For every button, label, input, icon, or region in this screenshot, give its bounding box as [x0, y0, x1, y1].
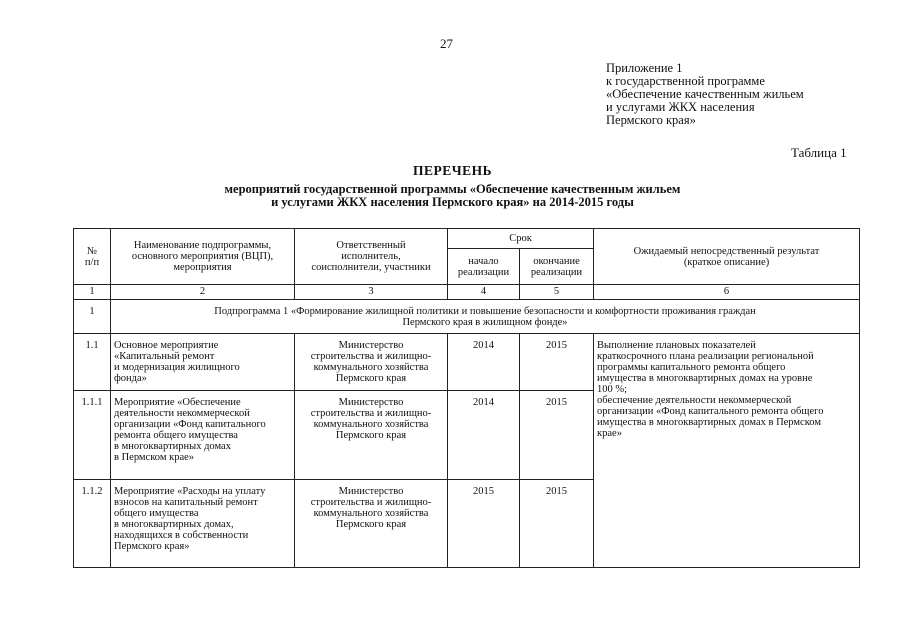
column-number: 3: [295, 285, 448, 300]
column-number: 6: [594, 285, 860, 300]
column-number-row: [74, 285, 860, 300]
header-start: начало реализации: [448, 249, 520, 285]
row-name: Мероприятие «Обеспечение деятельности некоммерческой организации «Фонд капитального ремонта общего имущества в многоквартирных домах в Пермском крае»: [111, 391, 295, 480]
header-executor: Ответственный исполнитель, соисполнители, участники: [295, 229, 448, 285]
row-end: 2015: [520, 391, 594, 480]
row-num: 1.1: [74, 334, 111, 391]
row-name: Основное мероприятие «Капитальный ремонт и модернизация жилищного фонда»: [111, 334, 295, 391]
header-num: № п/п: [74, 229, 111, 285]
result-text-1: Выполнение плановых показателей краткосрочного плана реализации региональной программы капитального ремонта общего имущества в многоквартирных домах на уровне 100 %;: [597, 340, 814, 395]
row-executor: Министерство строительства и жилищно- коммунального хозяйства Пермского края: [295, 334, 448, 391]
table-row: [74, 334, 860, 391]
subprogram-title: Подпрограмма 1 «Формирование жилищной политики и повышение безопасности и комфортности проживания граждан Пермского края в жилищном фонде»: [111, 300, 860, 334]
header-end: окончание реализации: [520, 249, 594, 285]
appendix-line: к государственной программе: [606, 74, 765, 88]
document-subtitle: [0, 183, 905, 209]
row-start: 2014: [448, 334, 520, 391]
row-start: 2015: [448, 480, 520, 568]
result-text-2: обеспечение деятельности некоммерческой организации «Фонд капитального ремонта общего имущества в многоквартирных домах в Пермском крае»: [597, 395, 824, 439]
column-number: 2: [111, 285, 295, 300]
row-executor: Министерство строительства и жилищно- коммунального хозяйства Пермского края: [295, 480, 448, 568]
appendix-line: Пермского края»: [606, 113, 696, 127]
subtitle-line: мероприятий государственной программы «Обеспечение качественным жильем: [224, 182, 681, 196]
appendix-note: [606, 62, 886, 127]
row-start: 2014: [448, 391, 520, 480]
document-title: ПЕРЕЧЕНЬ: [412, 163, 493, 178]
row-executor: Министерство строительства и жилищно- коммунального хозяйства Пермского края: [295, 391, 448, 480]
table-label: Таблица 1: [791, 145, 847, 160]
appendix-line: «Обеспечение качественным жильем: [606, 87, 804, 101]
header-result: Ожидаемый непосредственный результат (краткое описание): [594, 229, 860, 285]
subprogram-row: [74, 300, 860, 334]
page-number: 27: [440, 36, 453, 51]
appendix-line: и услугами ЖКХ населения: [606, 100, 755, 114]
row-end: 2015: [520, 480, 594, 568]
subprogram-num: 1: [74, 300, 111, 334]
column-number: 1: [74, 285, 111, 300]
row-num: 1.1.2: [74, 480, 111, 568]
column-number: 4: [448, 285, 520, 300]
row-num: 1.1.1: [74, 391, 111, 480]
row-end: 2015: [520, 334, 594, 391]
appendix-line: Приложение 1: [606, 61, 683, 75]
row-name: Мероприятие «Расходы на уплату взносов на капитальный ремонт общего имущества в многоквартирных домах, находящихся в собственности Пермского края»: [111, 480, 295, 568]
row-result: [594, 334, 860, 568]
activities-table: [73, 228, 860, 568]
header-term: Срок: [448, 229, 594, 249]
header-name: Наименование подпрограммы, основного мероприятия (ВЦП), мероприятия: [111, 229, 295, 285]
subtitle-line: и услугами ЖКХ населения Пермского края» на 2014-2015 годы: [271, 195, 634, 209]
column-number: 5: [520, 285, 594, 300]
